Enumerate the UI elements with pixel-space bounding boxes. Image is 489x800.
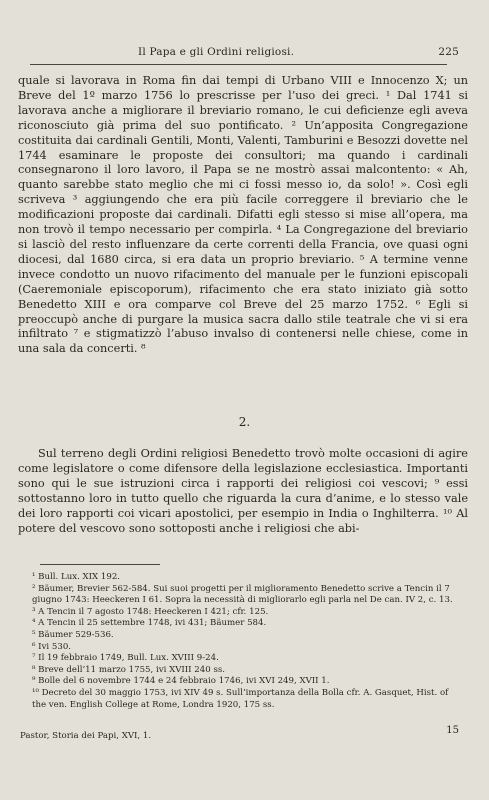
running-title: Il Papa e gli Ordini religiosi. <box>138 46 295 58</box>
page-number: 225 <box>438 46 459 58</box>
footnote: ⁸ Breve dell’11 marzo 1755, ivi XVIII 240 ss. <box>32 664 225 675</box>
footnote: ⁷ Il 19 febbraio 1749, Bull. Lux. XVIII 9-24. <box>32 653 219 664</box>
section-number: 2. <box>238 415 251 429</box>
main-text-block <box>18 74 468 357</box>
footnote-rule <box>40 564 160 565</box>
footnote: ¹ Bull. Lux. XIX 192. <box>32 572 121 582</box>
main-text-block-2 <box>18 447 468 536</box>
paragraph-2: Sul terreno degli Ordini religiosi Benedetto trovò molte occasioni di agire come legislatore o come difensore della legislazione ecclesiastica. Importanti sono qui le sue istruzioni circa i rapporti dei religiosi coi vescovi; ⁹ essi sottostanno loro in tutto quello che riguarda la cura d’anime, e lo stesso vale dei loro rapporti coi vicari apostolici, per esempio in India o Inghilterra. ¹⁰ Al potere del vescovo sono sottoposti anche i religiosi che abi- <box>18 447 468 535</box>
footnotes <box>32 572 464 711</box>
footnote: ¹⁰ Decreto del 30 maggio 1753, ivi XIV 49 s. Sull’importanza della Bolla cfr. A. Gasquet, Hist. of the ven. English College at Rome, Londra 1920, 175 ss. <box>32 687 449 710</box>
paragraph-1: quale si lavorava in Roma fin dai tempi di Urbano VIII e Innocenzo X; un Breve del 1º marzo 1756 lo prescrisse per l’uso dei greci. ¹ Dal 1741 si lavorava anche a migliorare il breviario romano, le cui deficienze egli aveva riconosciuto già prima del suo pontificato. ² Un’apposita Congregazione costituita dai cardinali Gentili, Monti, Valenti, Tamburini e Besozzi dovette nel 1744 esaminare le proposte dei consultori; ma quando i cardinali consegnarono il loro lavoro, il Papa se ne mostrò assai malcontento: « Ah, quanto sarebbe stato meglio che mi ci fossi messo io, da solo! ». Così egli scriveva ³ aggiungendo che era più facile correggere il breviario che le modificazioni proposte dai cardinali. Difatti egli stesso si mise all’opera, ma non trovò il tempo necessario per compirla. ⁴ La Congregazione del breviario si lasciò del resto influenzare da certe correnti della Francia, ove quasi ogni diocesi, dal 1680 circa, si era data un proprio breviario. ⁵ A termine venne invece condotto un nuovo rifacimento del manuale per le funzioni episcopali (Caeremoniale episcoporum), rifacimento che era stato iniziato già sotto Benedetto XIII e ora comparve col Breve del 25 marzo 1752. ⁶ Egli si preoccupò anche di purgare la musica sacra dallo stile teatrale che vi si era infiltrato ⁷ e stigmatizzò l’abuso invalso di contenersi nelle chiese, come in una sala da concerti. ⁸ <box>18 74 468 356</box>
source-line: Pastor, Storia dei Papi, XVI, 1. <box>20 731 152 741</box>
footnote: ⁶ Ivi 530. <box>32 641 72 652</box>
header-rule <box>30 64 447 65</box>
footnote: ⁴ A Tencin il 25 settembre 1748, ivi 431; Bäumer 584. <box>32 618 267 629</box>
running-header <box>18 42 459 64</box>
footnote: ⁵ Bäumer 529-536. <box>32 629 114 640</box>
footnote: ⁹ Bolle del 6 novembre 1744 e 24 febbraio 1746, ivi XVI 249, XVII 1. <box>32 676 330 687</box>
footnote: ³ A Tencin il 7 agosto 1748: Heeckeren I 421; cfr. 125. <box>32 606 269 617</box>
signature-mark: 15 <box>446 725 459 736</box>
footnote: ² Bäumer, Brevier 562-584. Sui suoi progetti per il miglioramento Benedetto scrive a Tencin il 7 giugno 1743: Heeckeren I 61. Sopra la necessità di migliorarlo egli parla nel De can. IV 2, c. 13. <box>32 583 453 606</box>
